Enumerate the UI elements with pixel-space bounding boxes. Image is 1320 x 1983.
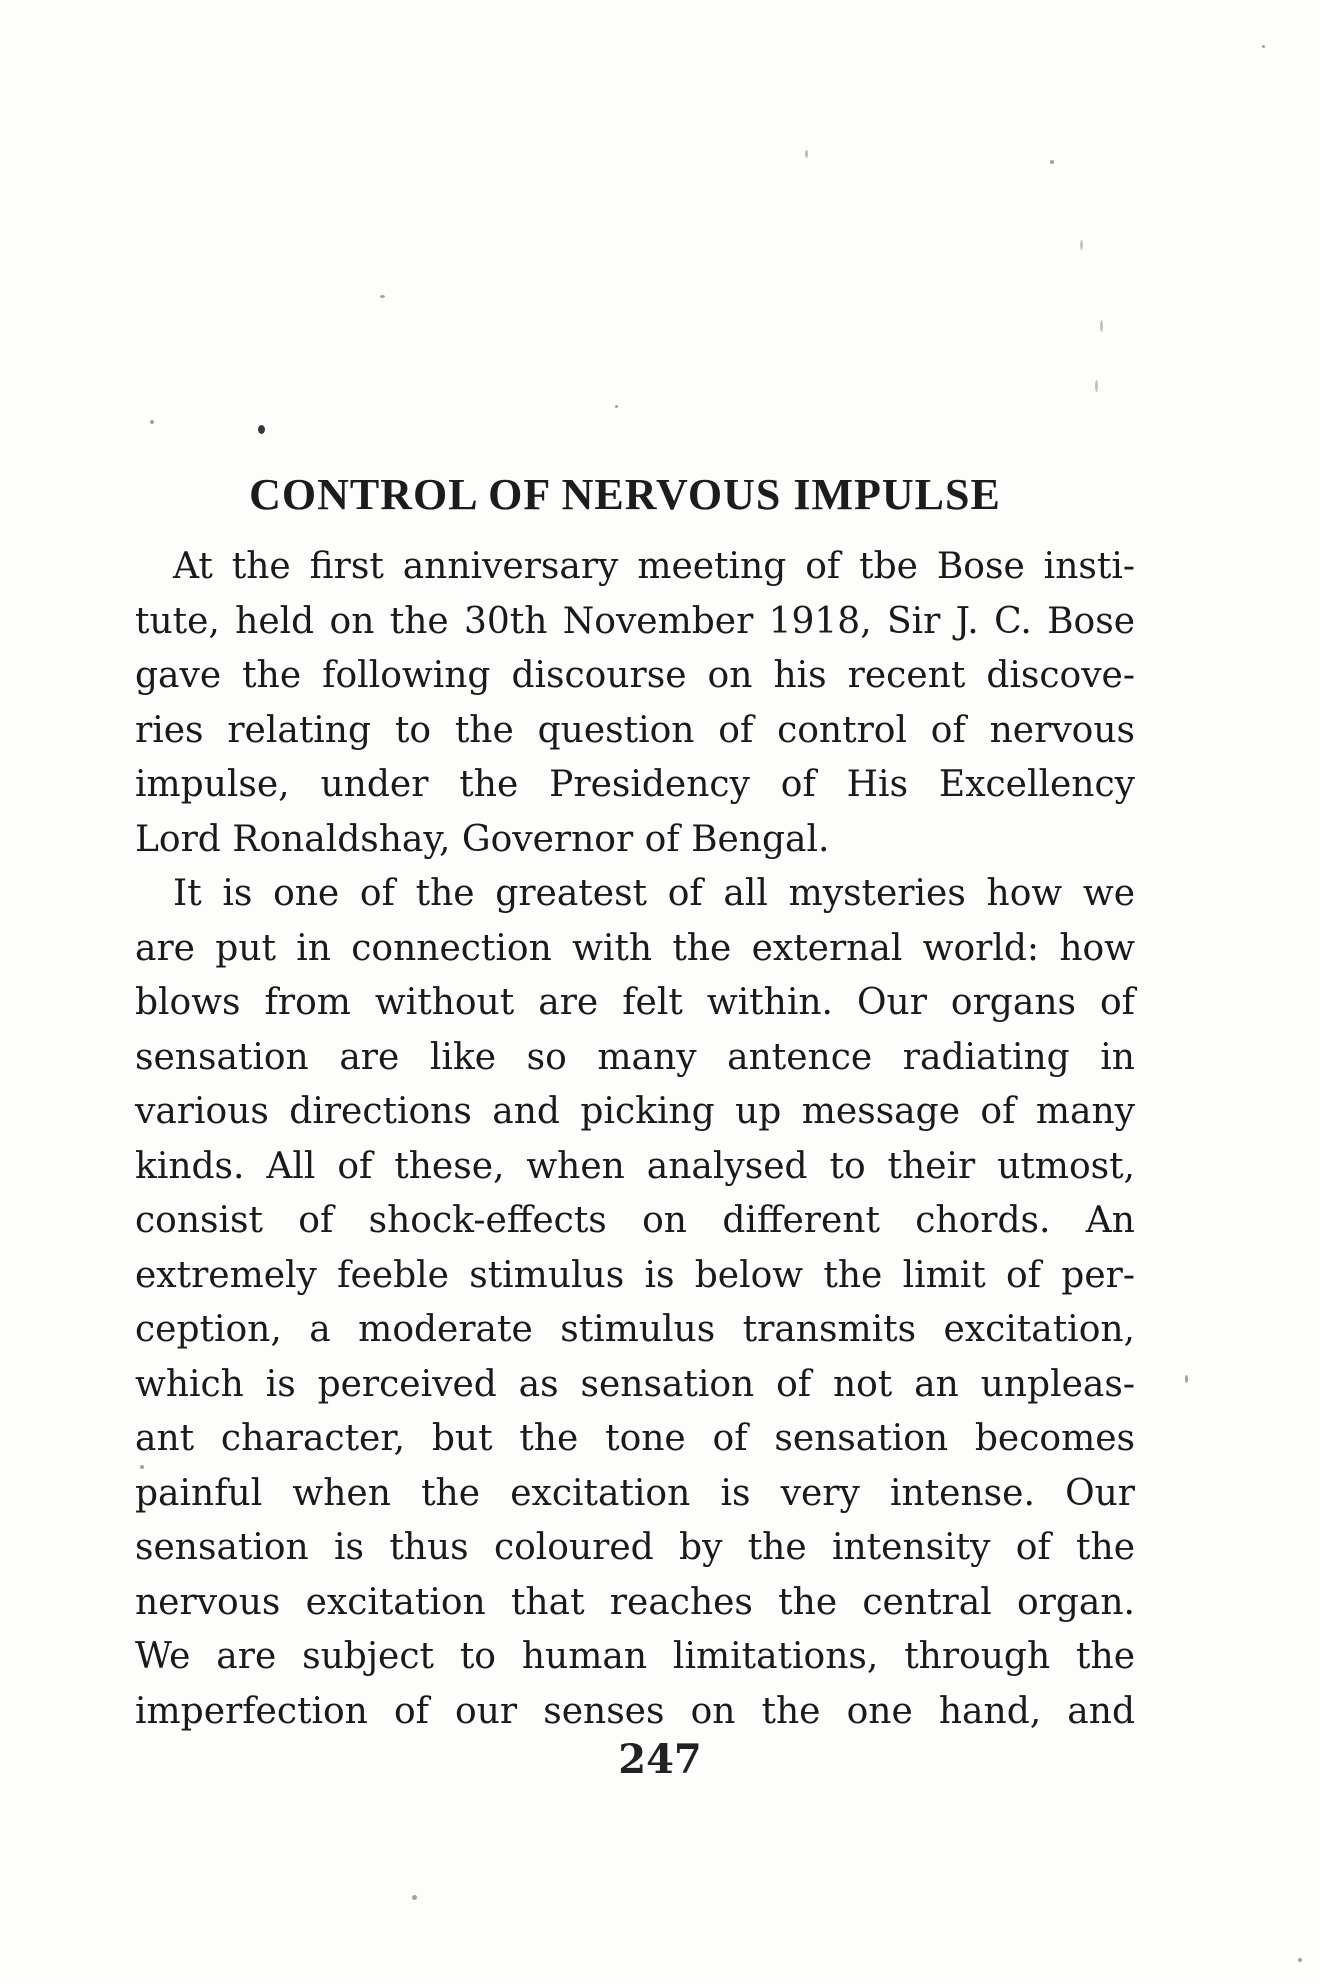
text-line: ant character, but the tone of sensation becomes — [135, 1418, 1135, 1459]
text-line: ception, a moderate stimulus transmits excitation, — [135, 1309, 1135, 1350]
scan-speck — [150, 420, 154, 424]
text-line: blows from without are felt within. Our organs of — [135, 982, 1135, 1023]
scan-speck — [258, 425, 265, 434]
text-line: At the first anniversary meeting of tbe Bose insti- — [173, 546, 1135, 587]
text-line: imperfection of our senses on the one hand, and — [135, 1690, 1135, 1732]
text-line: We are subject to human limitations, through the — [135, 1636, 1135, 1677]
text-line: gave the following discourse on his recent discove- — [135, 655, 1135, 696]
text-line: are put in connection with the external world: how — [135, 927, 1135, 969]
scan-speck — [1080, 240, 1083, 250]
text-line: nervous excitation that reaches the central organ. — [135, 1581, 1135, 1623]
text-line: various directions and picking up message of many — [135, 1091, 1135, 1132]
text-line: which is perceived as sensation of not an unpleas- — [135, 1363, 1135, 1405]
scan-speck — [615, 405, 618, 408]
text-line: impulse, under the Presidency of His Excellency — [135, 764, 1135, 805]
text-line: consist of shock-effects on different chords. An — [135, 1200, 1135, 1241]
chapter-title: CONTROL OF NERVOUS IMPULSE — [249, 470, 1001, 520]
text-line: kinds. All of these, when analysed to their utmost, — [135, 1145, 1135, 1187]
scan-speck — [1298, 1958, 1302, 1962]
text-line: sensation is thus coloured by the intensity of the — [135, 1527, 1135, 1568]
scan-speck — [1262, 45, 1265, 48]
paragraph-1 — [135, 540, 1135, 867]
scan-speck — [1185, 1375, 1188, 1383]
text-line: extremely feeble stimulus is below the limit of per- — [135, 1254, 1135, 1296]
page-number: 247 — [618, 1736, 702, 1783]
paragraph-2 — [135, 867, 1135, 1739]
body-text — [135, 540, 1135, 1739]
scan-speck — [412, 1895, 417, 1900]
text-line: It is one of the greatest of all mysteries how we — [173, 873, 1135, 914]
scan-speck — [1095, 380, 1098, 392]
text-line: tute, held on the 30th November 1918, Sir J. C. Bose — [135, 600, 1135, 642]
scan-speck — [380, 295, 385, 298]
scan-speck — [1100, 320, 1103, 332]
text-line: ries relating to the question of control of nervous — [135, 709, 1135, 751]
scan-speck — [1050, 160, 1054, 164]
text-line: painful when the excitation is very intense. Our — [135, 1472, 1135, 1514]
text-line: Lord Ronaldshay, Governor of Bengal. — [135, 818, 830, 860]
scan-speck — [805, 150, 808, 158]
text-line: sensation are like so many antence radiating in — [135, 1036, 1135, 1078]
